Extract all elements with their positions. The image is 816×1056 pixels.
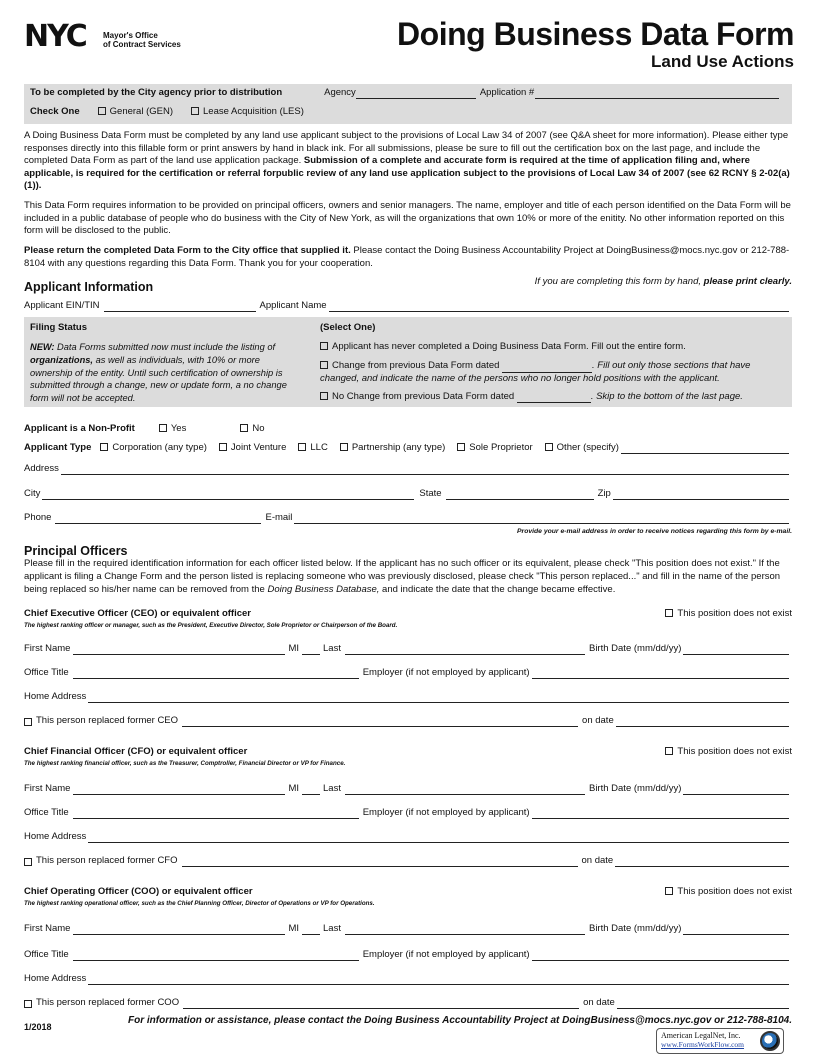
coo-not-exist-checkbox[interactable]	[665, 887, 673, 895]
ceo-on-date-label: on date	[582, 715, 614, 726]
coo-replaced-field[interactable]	[183, 998, 579, 1009]
ceo-first-name-field[interactable]	[73, 644, 285, 655]
coo-first-name-label: First Name	[24, 923, 71, 934]
cfo-title: Chief Financial Officer (CFO) or equivalent officer	[24, 746, 248, 757]
nonprofit-yes-label: Yes	[170, 423, 187, 434]
type-other-checkbox[interactable]	[545, 443, 553, 451]
coo-employer-field[interactable]	[532, 950, 789, 961]
cfo-replaced-label: This person replaced former CFO	[36, 855, 178, 866]
coo-title: Chief Operating Officer (COO) or equivalent officer	[24, 886, 253, 897]
badge-line-1: American LegalNet, Inc.	[661, 1031, 741, 1040]
coo-birth-date-field[interactable]	[683, 924, 789, 935]
change-date-field[interactable]	[502, 364, 592, 373]
cfo-on-date-label: on date	[581, 855, 614, 866]
ceo-not-exist-label: This position does not exist	[677, 608, 792, 619]
lease-label: Lease Acquisition (LES)	[203, 106, 304, 117]
print-note-italic: If you are completing this form by hand,	[534, 276, 704, 287]
coo-on-date-field[interactable]	[617, 998, 789, 1009]
cfo-office-title-label: Office Title	[24, 807, 69, 818]
cfo-first-name-label: First Name	[24, 783, 71, 794]
page-title: Doing Business Data Form	[397, 16, 794, 52]
cfo-birth-date-field[interactable]	[683, 784, 789, 795]
agency-instruction: To be completed by the City agency prior to distribution	[30, 87, 283, 98]
address-label: Address	[24, 463, 59, 474]
type-joint-venture-checkbox[interactable]	[219, 443, 227, 451]
cfo-employer-label: Employer (if not employed by applicant)	[362, 807, 530, 818]
general-checkbox[interactable]	[98, 107, 106, 115]
city-field[interactable]	[42, 489, 414, 500]
ceo-birth-date-field[interactable]	[683, 644, 789, 655]
ceo-not-exist-checkbox[interactable]	[665, 609, 673, 617]
change-note: . Fill out only those sections that have changed, and indicate the name of the persons who no longer hold positions with the applicant.	[320, 360, 751, 384]
type-corporation-label: Corporation (any type)	[112, 442, 207, 453]
principal-intro	[24, 558, 792, 596]
filing-option-change	[320, 360, 784, 385]
footer-info: For information or assistance, please contact the Doing Business Accountability Project at DoingBusiness@mocs.nyc.gov or 212-788-8104.	[127, 1015, 792, 1026]
coo-office-title-field[interactable]	[73, 950, 359, 961]
phone-label: Phone	[24, 512, 52, 523]
ceo-office-title-label: Office Title	[24, 667, 69, 678]
coo-home-address-field[interactable]	[88, 974, 789, 985]
cfo-last-field[interactable]	[345, 784, 585, 795]
filing-new-note	[30, 341, 292, 405]
intro-paragraph-3	[24, 245, 792, 270]
coo-not-exist-label: This position does not exist	[677, 886, 792, 897]
intro-p1-bold: Submission of a complete and accurate form is required at the time of application filing and, where applicable, is required for the certification or referral forpublic review of any land use application subject to the provisions of Local Law 34 of 2007 (see 62 RCNY § 2-02(a)(1)).	[24, 155, 790, 192]
coo-mi-label: MI	[288, 923, 300, 934]
cfo-mi-label: MI	[288, 783, 300, 794]
officer-block-coo	[0, 886, 816, 1012]
ein-field[interactable]	[104, 301, 256, 312]
type-other-field[interactable]	[621, 443, 789, 454]
coo-subtitle: The highest ranking operational officer, such as the Chief Planning Officer, Director of Operations or VP for Operations.	[24, 900, 375, 907]
officer-block-cfo	[0, 746, 816, 872]
nonprofit-label: Applicant is a Non-Profit	[24, 423, 135, 434]
nyc-logo: NYC	[24, 19, 86, 54]
ceo-title: Chief Executive Officer (CEO) or equivalent officer	[24, 608, 251, 619]
nochange-note: . Skip to the bottom of the last page.	[590, 391, 743, 402]
cfo-not-exist-label: This position does not exist	[677, 746, 792, 757]
ceo-last-label: Last	[323, 643, 341, 654]
applicant-section-title: Applicant Information	[24, 280, 154, 294]
city-label: City	[24, 488, 41, 499]
ceo-office-title-field[interactable]	[73, 668, 359, 679]
principal-intro-italic: Doing Business Database,	[267, 583, 380, 595]
never-label: Applicant has never completed a Doing Business Data Form. Fill out the entire form.	[332, 341, 686, 352]
filing-status-box	[24, 317, 792, 407]
footer-date: 1/2018	[24, 1022, 52, 1032]
coo-office-title-label: Office Title	[24, 949, 69, 960]
ceo-home-address-field[interactable]	[88, 692, 789, 703]
cfo-last-label: Last	[323, 783, 341, 794]
ceo-mi-label: MI	[288, 643, 300, 654]
badge-globe-icon	[760, 1031, 780, 1051]
applicant-name-field[interactable]	[329, 301, 789, 312]
coo-last-field[interactable]	[345, 924, 585, 935]
cfo-on-date-field[interactable]	[615, 856, 789, 867]
ceo-last-field[interactable]	[345, 644, 585, 655]
type-sole-proprietor-checkbox[interactable]	[457, 443, 465, 451]
cfo-home-address-field[interactable]	[88, 832, 789, 843]
ceo-on-date-field[interactable]	[616, 716, 789, 727]
general-label: General (GEN)	[109, 106, 173, 117]
coo-not-exist	[665, 886, 792, 898]
cfo-subtitle: The highest ranking financial officer, such as the Treasurer, Comptroller, Financial Director or VP for Finance.	[24, 760, 346, 767]
cfo-mi-field[interactable]	[302, 784, 320, 795]
email-field[interactable]	[294, 513, 789, 524]
type-llc-label: LLC	[310, 442, 328, 453]
filing-option-nochange	[320, 391, 788, 403]
coo-last-label: Last	[323, 923, 341, 934]
cfo-office-title-field[interactable]	[73, 808, 359, 819]
type-llc-checkbox[interactable]	[298, 443, 306, 451]
coo-birth-date-label: Birth Date (mm/dd/yy)	[588, 923, 682, 934]
intro-p3-end: or 212-788-8104 with any questions regarding this Data Form. Thank you for your cooperation.	[24, 245, 790, 269]
office-name	[103, 31, 181, 49]
coo-home-address-label: Home Address	[24, 973, 87, 984]
coo-replaced-label: This person replaced former COO	[36, 997, 180, 1008]
ceo-not-exist	[665, 608, 792, 620]
type-joint-venture-label: Joint Venture	[230, 442, 287, 453]
filing-status-title: Filing Status	[30, 322, 87, 333]
check-one-label: Check One	[30, 106, 80, 117]
application-field[interactable]	[535, 88, 779, 99]
legalnet-badge	[656, 1028, 784, 1054]
ceo-replaced-label: This person replaced former CEO	[36, 715, 179, 726]
email-label: E-mail	[265, 512, 293, 523]
office-line-1: Mayor's Office	[103, 31, 158, 40]
principal-intro-1: Please fill in the required identification information for each officer listed below. If the applicant has no such officer or its equivalent, please check "This position does not exist." If the applicant is filing a Change Form and the person listed is replacing someone who was previously disclosed, please check "This person replaced..." and fill in the name of the person being replaced so his/her name can be removed from the	[24, 558, 781, 595]
nonprofit-no-label: No	[252, 423, 265, 434]
type-other-label: Other (specify)	[556, 442, 619, 453]
filing-option-never	[320, 341, 788, 353]
select-one-title: (Select One)	[320, 322, 376, 333]
nonprofit-yes-checkbox[interactable]	[159, 424, 167, 432]
cfo-not-exist	[665, 746, 792, 758]
lease-checkbox[interactable]	[191, 107, 199, 115]
coo-employer-label: Employer (if not employed by applicant)	[362, 949, 530, 960]
nochange-checkbox[interactable]	[320, 392, 328, 400]
intro-paragraph-2: This Data Form requires information to be provided on principal officers, owners and senior managers. The name, employer and title of each person identified on the Data Form will be included in a public database of people who do business with the City of New York, as will the organizations that own 10% or more of the enitity. No other information reported on this form will be disclosed to the public.	[24, 200, 791, 237]
agency-label: Agency	[324, 87, 356, 98]
agency-field[interactable]	[356, 88, 476, 99]
ceo-replaced-checkbox[interactable]	[24, 718, 32, 726]
ceo-mi-field[interactable]	[302, 644, 320, 655]
ceo-home-address-label: Home Address	[24, 691, 87, 702]
officer-block-ceo	[0, 608, 816, 734]
never-checkbox[interactable]	[320, 342, 328, 350]
cfo-employer-field[interactable]	[532, 808, 789, 819]
ceo-first-name-label: First Name	[24, 643, 71, 654]
coo-on-date-label: on date	[583, 997, 615, 1008]
intro-p3-text: Please contact the Doing Business Accountability Project at	[350, 245, 607, 256]
change-label: Change from previous Data Form dated	[332, 360, 500, 371]
contact-email-link[interactable]: DoingBusiness@mocs.nyc.gov	[606, 245, 738, 256]
address-field[interactable]	[61, 464, 789, 475]
new-label: NEW:	[30, 342, 55, 352]
coo-mi-field[interactable]	[302, 924, 320, 935]
principal-officers-title: Principal Officers	[24, 544, 128, 558]
type-corporation-checkbox[interactable]	[100, 443, 108, 451]
email-note: Provide your e-mail address in order to receive notices regarding this form by e-mail.	[517, 528, 792, 535]
ceo-employer-label: Employer (if not employed by applicant)	[362, 667, 530, 678]
state-label: State	[419, 488, 442, 499]
change-checkbox[interactable]	[320, 361, 328, 369]
agency-box	[24, 84, 792, 124]
cfo-replaced-checkbox[interactable]	[24, 858, 32, 866]
intro-p3-bold: Please return the completed Data Form to the City office that supplied it.	[24, 245, 351, 256]
office-line-2: of Contract Services	[103, 40, 181, 49]
new-text-bold: organizations,	[30, 354, 94, 365]
applicant-type-label: Applicant Type	[24, 442, 92, 453]
print-note-bold: please print clearly.	[703, 276, 792, 287]
ceo-replaced-field[interactable]	[182, 716, 578, 727]
phone-field[interactable]	[55, 513, 261, 524]
application-label: Application #	[479, 87, 535, 98]
coo-replaced-checkbox[interactable]	[24, 1000, 32, 1008]
zip-label: Zip	[597, 488, 611, 499]
ceo-birth-date-label: Birth Date (mm/dd/yy)	[588, 643, 682, 654]
cfo-not-exist-checkbox[interactable]	[665, 747, 673, 755]
cfo-birth-date-label: Birth Date (mm/dd/yy)	[588, 783, 682, 794]
state-field[interactable]	[446, 489, 594, 500]
type-sole-proprietor-label: Sole Proprietor	[469, 442, 533, 453]
intro-paragraph-1	[24, 130, 792, 193]
cfo-first-name-field[interactable]	[73, 784, 285, 795]
applicant-name-label: Applicant Name	[259, 300, 327, 311]
nochange-date-field[interactable]	[517, 394, 591, 403]
type-partnership-label: Partnership (any type)	[351, 442, 446, 453]
new-text-2: as well as individuals, with 10% or more ownership of the entity. Until such certification of ownership is submitted through a change, new or update form, a no change form will not be accepted.	[30, 354, 287, 404]
ceo-employer-field[interactable]	[532, 668, 789, 679]
nonprofit-no-checkbox[interactable]	[240, 424, 248, 432]
intro-p1-text: A Doing Business Data Form must be completed by any land use applicant subject to the provisions of Local Law 34 of 2007 (see Q&A sheet for more information). Please either type responses directly into this fillable form or print answers by hand in black ink. For all submissions, please be sure to fill out the certification box on the last page, and include the completed Data Form as part of the land use application package.	[24, 130, 789, 167]
print-note	[535, 276, 792, 288]
badge-line-2[interactable]: www.FormsWorkFlow.com	[661, 1040, 745, 1049]
zip-field[interactable]	[613, 489, 789, 500]
principal-intro-2: and indicate the date that the change became effective.	[379, 583, 616, 595]
ceo-subtitle: The highest ranking officer or manager, such as the President, Executive Director, Sole Proprietor or Chairperson of the Board.	[24, 622, 398, 629]
page-subtitle: Land Use Actions	[651, 52, 794, 71]
ein-label: Applicant EIN/TIN	[24, 300, 100, 311]
cfo-home-address-label: Home Address	[24, 831, 87, 842]
type-partnership-checkbox[interactable]	[340, 443, 348, 451]
nochange-label: No Change from previous Data Form dated	[332, 391, 515, 402]
coo-first-name-field[interactable]	[73, 924, 285, 935]
new-text-1: Data Forms submitted now must include the listing of	[54, 342, 276, 352]
cfo-replaced-field[interactable]	[182, 856, 578, 867]
